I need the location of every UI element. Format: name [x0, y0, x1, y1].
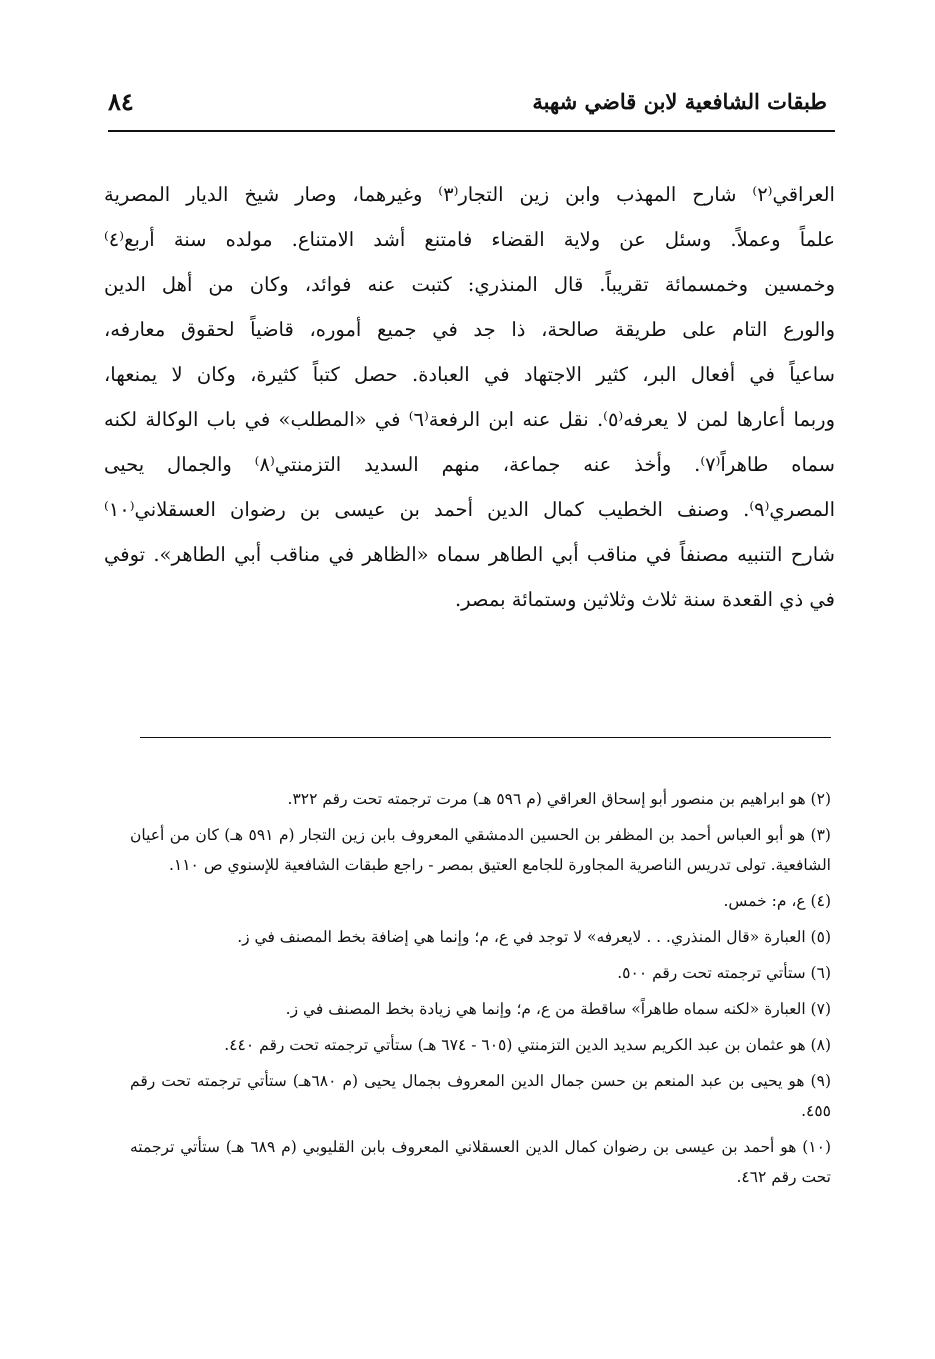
- text-line: وربما أعارها لمن لا يعرفه⁽٥⁾. نقل عنه ابن الرفعة⁽٦⁾ في «المطلب» في باب الوكالة لكنه: [104, 408, 835, 431]
- text-line: العراقي⁽٢⁾ شارح المهذب وابن زين التجار⁽٣⁾ وغيرهما، وصار شيخ الديار المصرية: [104, 183, 835, 206]
- footnote: (٣) هو أبو العباس أحمد بن المظفر بن الحسين الدمشقي المعروف بابن زين التجار (م ٥٩١ هـ) كان من أعيان الشافعية. تولى تدريس الناصرية المجاورة للجامع العتيق بمصر - راجع طبقات الشافعية للإسنوي ص ١١٠.: [130, 826, 831, 874]
- header-divider: [108, 130, 835, 132]
- footnote: (٥) العبارة «قال المنذري. . . لايعرفه» لا توجد في ع، م؛ وإنما هي إضافة بخط المصنف في ز.: [237, 928, 831, 946]
- footnotes: [130, 784, 831, 1198]
- text-line: في ذي القعدة سنة ثلاث وثلاثين وستمائة بمصر.: [454, 588, 835, 611]
- text-line: سماه طاهراً⁽٧⁾. وأخذ عنه جماعة، منهم السديد التزمنتي⁽٨⁾ والجمال يحيى: [104, 453, 835, 476]
- footnote: (١٠) هو أحمد بن عيسى بن رضوان كمال الدين العسقلاني المعروف بابن القليوبي (م ٦٨٩ هـ) ستأتي ترجمته تحت رقم ٤٦٢.: [130, 1138, 831, 1186]
- footnote: (٩) هو يحيى بن عبد المنعم بن حسن جمال الدين المعروف بجمال يحيى (م ٦٨٠هـ) ستأتي ترجمته تحت رقم ٤٥٥.: [130, 1072, 831, 1120]
- text-line: والورع التام على طريقة صالحة، ذا جد في جميع أموره، قاضياً لحقوق معارفه،: [104, 318, 835, 341]
- footnote: (٨) هو عثمان بن عبد الكريم سديد الدين التزمنتي (٦٠٥ - ٦٧٤ هـ) ستأتي ترجمته تحت رقم ٤٤٠.: [224, 1036, 831, 1054]
- page-number: ٨٤: [108, 87, 134, 116]
- footnotes-divider: [140, 737, 831, 738]
- page-header: [108, 84, 827, 120]
- text-line: المصري⁽٩⁾. وصنف الخطيب كمال الدين أحمد بن عيسى بن رضوان العسقلاني⁽١٠⁾: [104, 498, 835, 521]
- main-text: [104, 172, 835, 622]
- text-line: شارح التنبيه مصنفاً في مناقب أبي الطاهر سماه «الظاهر في مناقب أبي الطاهر». توفي: [104, 543, 835, 566]
- running-title: طبقات الشافعية لابن قاضي شهبة: [532, 89, 827, 114]
- footnote: (٢) هو ابراهيم بن منصور أبو إسحاق العراقي (م ٥٩٦ هـ) مرت ترجمته تحت رقم ٣٢٢.: [287, 790, 831, 808]
- text-line: وخمسين وخمسمائة تقريباً. قال المنذري: كتبت عنه فوائد، وكان من أهل الدين: [104, 273, 835, 296]
- text-line: علماً وعملاً. وسئل عن ولاية القضاء فامتنع أشد الامتناع. مولده سنة أربع⁽٤⁾: [104, 228, 835, 251]
- footnote: (٦) ستأتي ترجمته تحت رقم ٥٠٠.: [617, 964, 831, 982]
- footnote: (٤) ع، م: خمس.: [723, 892, 831, 910]
- footnote: (٧) العبارة «لكنه سماه طاهراً» ساقطة من ع، م؛ وإنما هي زيادة بخط المصنف في ز.: [285, 1000, 831, 1018]
- text-line: ساعياً في أفعال البر، كثير الاجتهاد في العبادة. حصل كتباً كثيرة، وكان لا يمنعها،: [104, 363, 835, 386]
